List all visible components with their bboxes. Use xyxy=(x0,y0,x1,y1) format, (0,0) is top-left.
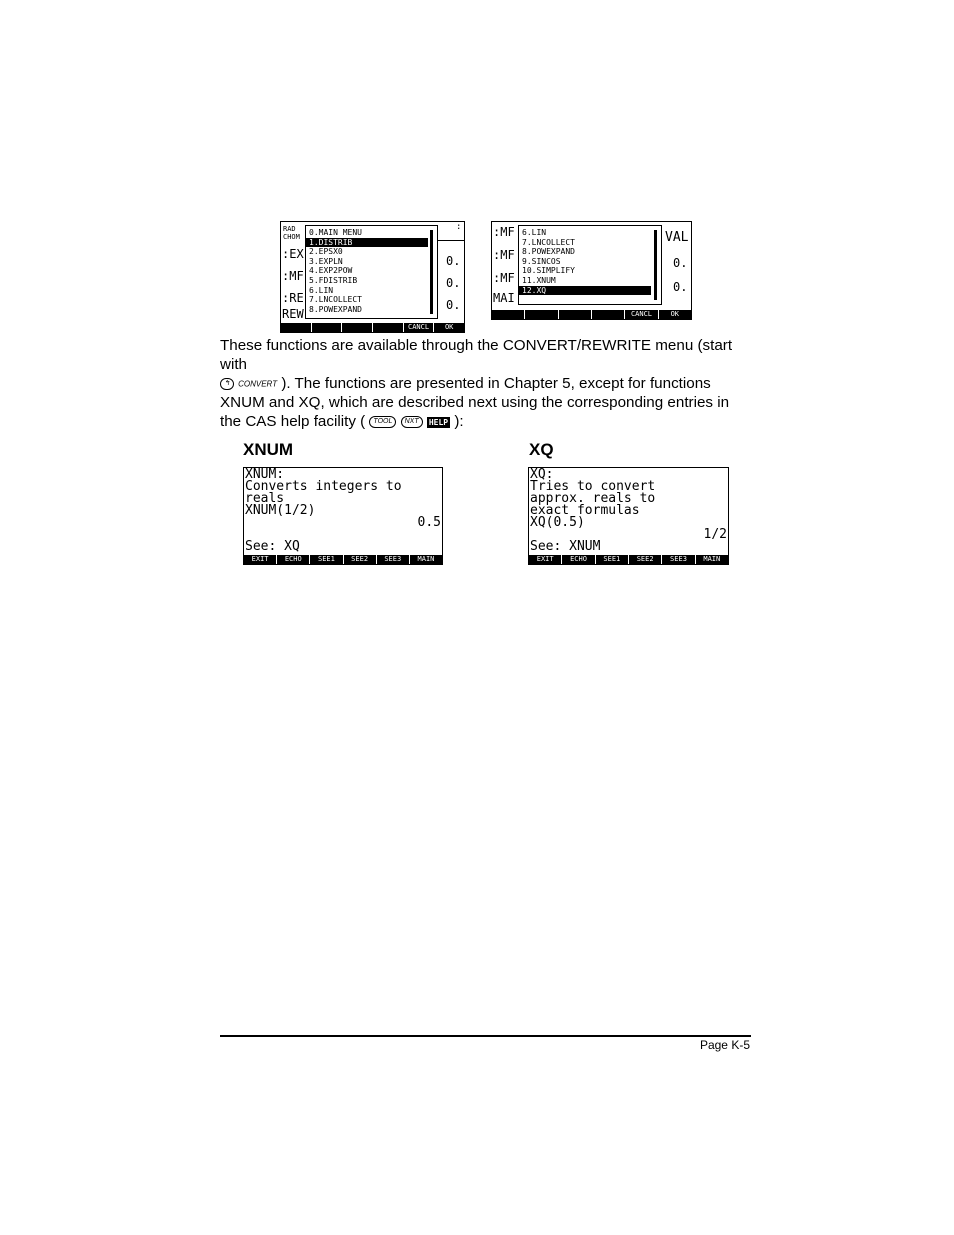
xnum-help-screen xyxy=(243,467,443,565)
stack-label: :MF xyxy=(282,269,304,283)
cancel-softkey[interactable]: CANCL xyxy=(404,323,435,332)
see3-softkey[interactable]: SEE3 xyxy=(662,555,695,564)
menu-item-powexpand[interactable]: 8.POWEXPAND xyxy=(309,304,362,314)
help-line: XNUM: xyxy=(245,467,285,482)
body-paragraph xyxy=(220,336,760,431)
help-line: exact formulas xyxy=(530,503,640,518)
menu-item-expln[interactable]: 3.EXPLN xyxy=(309,256,343,266)
see2-softkey[interactable]: SEE2 xyxy=(344,555,377,564)
paragraph-line xyxy=(220,412,760,431)
see1-softkey[interactable]: SEE1 xyxy=(596,555,629,564)
choose-box xyxy=(518,225,662,305)
menu-item-exp2pow[interactable]: 4.EXP2POW xyxy=(309,266,353,276)
softkey-3[interactable] xyxy=(342,323,373,332)
softkey-4[interactable] xyxy=(592,310,625,319)
stack-label: :MF xyxy=(493,248,515,262)
menu-item-lncollect[interactable]: 7.LNCOLLECT xyxy=(309,295,362,305)
menu-item-fdistrib[interactable]: 5.FDISTRIB xyxy=(309,275,358,285)
stack-label: :MF xyxy=(493,271,515,285)
echo-softkey[interactable]: ECHO xyxy=(562,555,595,564)
cancel-softkey[interactable]: CANCL xyxy=(625,310,658,319)
xnum-heading: XNUM xyxy=(243,440,294,459)
menu-item-powexpand[interactable]: 8.POWEXPAND xyxy=(522,247,575,257)
softkey-1[interactable] xyxy=(281,323,312,332)
help-see-also: See: XNUM xyxy=(530,539,601,554)
menu-item-lin[interactable]: 6.LIN xyxy=(522,228,547,237)
stack-label: :EX xyxy=(282,247,304,261)
xq-heading: XQ xyxy=(529,440,554,459)
scrollbar[interactable] xyxy=(654,230,657,300)
page-number: Page K-5 xyxy=(699,1038,750,1052)
softkey-bar xyxy=(529,555,728,564)
scrollbar[interactable] xyxy=(430,230,433,314)
softkey-1[interactable] xyxy=(492,310,525,319)
tool-key-icon: TOOL xyxy=(369,416,396,428)
paragraph-text: ). The functions are presented in Chapter 5, except for functions xyxy=(281,375,711,392)
stack-value: 0. xyxy=(673,256,688,270)
choose-box xyxy=(305,225,438,319)
paragraph-line: These functions are available through the CONVERT/REWRITE menu (start with xyxy=(220,337,733,373)
help-result: 0.5 xyxy=(417,515,441,530)
menu-item-xnum[interactable]: 11.XNUM xyxy=(522,275,556,285)
help-see-also: See: XQ xyxy=(245,539,300,554)
calculator-screen-rewrite-menu-1 xyxy=(280,221,465,333)
calculator-screen-rewrite-menu-2 xyxy=(491,221,692,320)
softkey-2[interactable] xyxy=(525,310,558,319)
softkey-bar xyxy=(492,310,691,319)
see3-softkey[interactable]: SEE3 xyxy=(377,555,410,564)
main-softkey[interactable]: MAIN xyxy=(417,555,435,563)
help-line: approx. reals to xyxy=(530,491,656,506)
paragraph-line xyxy=(220,374,760,393)
see1-softkey[interactable]: SEE1 xyxy=(310,555,343,564)
echo-softkey[interactable]: ECHO xyxy=(277,555,310,564)
exit-softkey[interactable]: EXIT xyxy=(244,555,277,564)
see2-softkey[interactable]: SEE2 xyxy=(629,555,662,564)
left-shift-key-icon: ↰ xyxy=(220,378,234,390)
xq-help-screen xyxy=(528,467,729,565)
help-line: XNUM(1/2) xyxy=(245,503,316,518)
exit-softkey[interactable]: EXIT xyxy=(529,555,562,564)
softkey-2[interactable] xyxy=(312,323,343,332)
stack-value: 0. xyxy=(673,280,688,294)
stack-label: :RE xyxy=(282,291,304,305)
help-line: Converts integers to xyxy=(245,479,402,494)
convert-key-label: CONVERT xyxy=(238,379,278,389)
ok-softkey[interactable]: OK xyxy=(444,323,454,331)
menu-item-epsx0[interactable]: 2.EPSX0 xyxy=(309,247,343,257)
menu-item-xq[interactable]: 12.XQ xyxy=(519,286,651,296)
ok-softkey[interactable]: OK xyxy=(670,310,680,318)
var-label: VAL xyxy=(665,230,689,245)
softkey-bar xyxy=(244,555,442,564)
stack-label: :MF xyxy=(493,225,515,239)
softkey-bar xyxy=(281,323,464,332)
top-right-mark: : xyxy=(456,222,462,232)
status-angle-mode: RAD xyxy=(283,225,296,233)
main-softkey[interactable]: MAIN xyxy=(703,555,721,563)
menu-item-sincos[interactable]: 9.SINCOS xyxy=(522,256,561,266)
paragraph-text: ): xyxy=(454,413,464,431)
nxt-key-icon: NXT xyxy=(401,416,423,428)
help-line: Tries to convert xyxy=(530,479,656,494)
paragraph-text: the CAS help facility ( xyxy=(220,413,366,431)
menu-item-simplify[interactable]: 10.SIMPLIFY xyxy=(522,266,575,276)
help-line: XQ(0.5) xyxy=(530,515,585,530)
menu-item-lncollect[interactable]: 7.LNCOLLECT xyxy=(522,237,575,247)
stack-divider xyxy=(438,240,464,241)
help-softkey-icon: HELP xyxy=(428,417,449,427)
softkey-3[interactable] xyxy=(559,310,592,319)
status-coord-mode: CHOM xyxy=(283,233,300,241)
menu-item-main-menu[interactable]: 0.MAIN MENU xyxy=(309,228,362,237)
help-line: XQ: xyxy=(530,467,554,482)
stack-label: REW xyxy=(282,307,304,321)
help-result: 1/2 xyxy=(703,527,727,542)
menu-item-lin[interactable]: 6.LIN xyxy=(309,285,334,295)
stack-value: 0. xyxy=(446,298,461,312)
menu-item-distrib[interactable]: 1.DISTRIB xyxy=(306,238,428,248)
paragraph-line: XNUM and XQ, which are described next using the corresponding entries in xyxy=(220,394,730,412)
stack-value: 0. xyxy=(446,276,461,290)
stack-value: 0. xyxy=(446,254,461,268)
softkey-4[interactable] xyxy=(373,323,404,332)
help-line: reals xyxy=(245,491,285,506)
stack-label: MAI xyxy=(493,291,515,305)
footer-rule xyxy=(220,1035,751,1037)
